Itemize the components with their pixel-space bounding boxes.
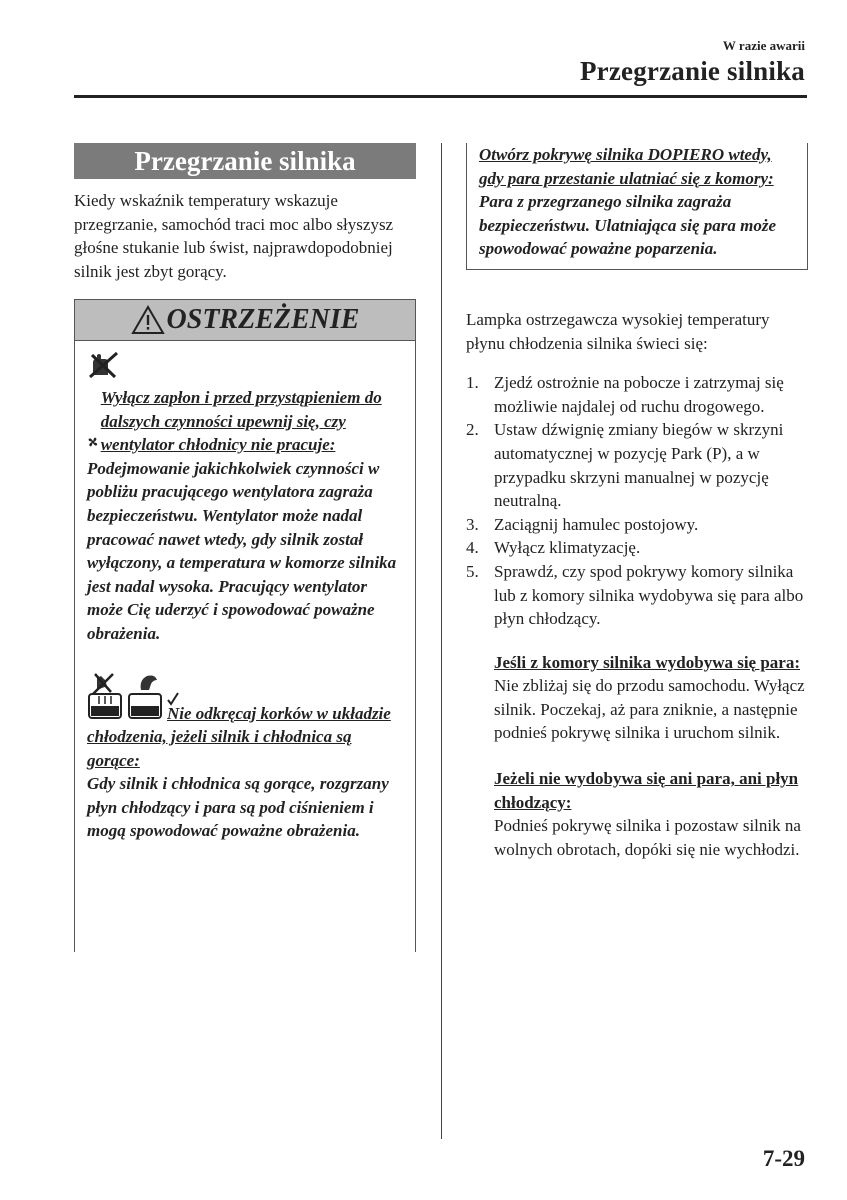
list-item: 3. Zaciągnij hamulec postojowy. bbox=[466, 514, 699, 534]
list-item: 5. Sprawdź, czy spod pokrywy komory silnika lub z komory silnika wydobywa się para albo płyn chłodzący. bbox=[466, 561, 804, 629]
no-steam-heading: Jeżeli nie wydobywa się ani para, ani płyn chłodzący: bbox=[494, 769, 799, 812]
intro-paragraph: Kiedy wskaźnik temperatury wskazuje przegrzanie, samochód traci moc albo słyszysz głośne stukanie lub świst, najprawdopodobniej silnik jest zbyt gorący. bbox=[74, 191, 394, 281]
warning-triangle-icon bbox=[131, 305, 165, 335]
radiator-cap-no-icon bbox=[87, 672, 123, 720]
list-item: 2. Ustaw dźwignię zmiany biegów w skrzyni automatycznej w pozycję Park (P), a w przypadku skrzyni manualnej w pozycję neutralną. bbox=[466, 420, 784, 511]
steam-section bbox=[494, 651, 808, 745]
warning-header bbox=[75, 299, 415, 341]
steam-heading: Jeśli z komory silnika wydobywa się para: bbox=[494, 652, 801, 672]
hood-caution-body: Para z przegrzanego silnika zagraża bezpieczeństwu. Ulatniająca się para może spowodować poważne poparzenia. bbox=[479, 192, 777, 259]
header-section-name: W razie awarii bbox=[722, 38, 805, 53]
list-item: 4. Wyłącz klimatyzację. bbox=[466, 538, 641, 558]
cap-warning-body: Gdy silnik i chłodnica są gorące, rozgrzany płyn chłodzący i para są pod ciśnieniem i mogą spowodować poważne obrażenia. bbox=[87, 774, 389, 841]
list-item: 1. Zjedź ostrożnie na pobocze i zatrzymaj się możliwie najdalej od ruchu drogowego. bbox=[466, 373, 784, 416]
cap-warning-heading: Nie odkręcaj korków w układzie chłodzenia, jeżeli silnik i chłodnica są gorące: bbox=[87, 703, 391, 770]
page-number: 7-29 bbox=[762, 1146, 805, 1171]
hood-caution-heading: Otwórz pokrywę silnika DOPIERO wtedy, gdy para przestanie ulatniać się z komory: bbox=[479, 145, 774, 188]
fan-icon bbox=[87, 427, 99, 457]
fan-icon-group bbox=[87, 351, 401, 645]
fan-warning-body: Podejmowanie jakichkolwiek czynności w pobliżu pracującego wentylatora zagraża bezpieczeństwu. Wentylator może nadal pracować nawet wtedy, gdy silnik został wyłączony, a temperatura w komorze silnika jest nadal wysoka. Pracujący wentylator może Cię uderzyć i spowodować poważne obrażenia. bbox=[87, 458, 397, 643]
header-title: Przegrzanie silnika bbox=[579, 56, 805, 86]
section-title: Przegrzanie silnika bbox=[74, 143, 416, 179]
lamp-paragraph: Lampka ostrzegawcza wysokiej temperatury płynu chłodzenia silnika świeci się: bbox=[466, 309, 770, 353]
hood-caution-box bbox=[466, 143, 808, 270]
left-column bbox=[74, 143, 416, 952]
header-rule bbox=[74, 95, 807, 98]
cap-warning-text bbox=[87, 702, 401, 844]
warning-box bbox=[74, 299, 416, 952]
steps-list bbox=[466, 371, 808, 631]
right-column bbox=[466, 143, 808, 861]
column-divider bbox=[441, 143, 442, 1139]
steam-body: Nie zbliżaj się do przodu samochodu. Wyłącz silnik. Poczekaj, aż para zniknie, a następnie podnieś pokrywę silnika i uruchom silnik. bbox=[494, 676, 805, 743]
fan-warning-heading: Wyłącz zapłon i przed przystąpieniem do dalszych czynności upewnij się, czy wentylator chłodnicy nie pracuje: bbox=[100, 387, 382, 455]
warning-body bbox=[75, 351, 415, 843]
warning-label: OSTRZEŻENIE bbox=[166, 304, 360, 336]
no-steam-body: Podnieś pokrywę silnika i pozostaw silnik na wolnych obrotach, dopóki się nie wychłodzi. bbox=[494, 816, 801, 859]
radiator-cap-ok-icon bbox=[127, 672, 167, 720]
no-hand-icon bbox=[87, 351, 123, 379]
no-steam-section bbox=[494, 767, 808, 861]
